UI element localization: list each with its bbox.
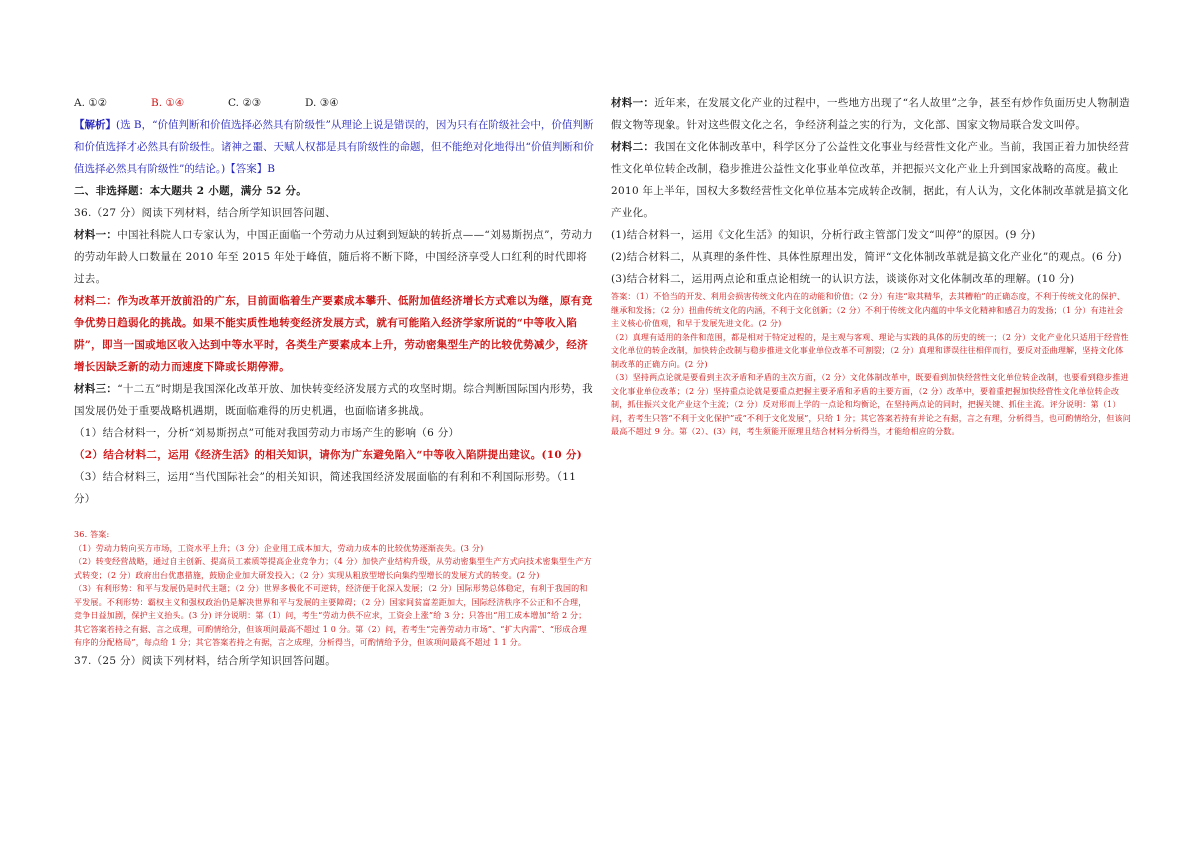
q37-material-1-text: 近年来，在发展文化产业的过程中，一些地方出现了“名人故里”之争，甚至有炒作负面历史人物制造假文物等现象。针对这些假文化之名，争经济利益之实的行为，文化部、国家文物局联合发文叫停。 <box>611 97 1130 131</box>
material-3 <box>74 378 594 422</box>
right-column <box>611 92 1131 439</box>
analysis-tag: 【解析】 <box>74 119 116 131</box>
option-d: D. ③④ <box>305 97 339 109</box>
material-1-text: 中国社科院人口专家认为，中国正面临一个劳动力从过剩到短缺的转折点——“刘易斯拐点”，劳动力的劳动年龄人口数量在 2010 年至 2015 年处于峰值，随后将不断下降，中国经济享受人口红利的时代即将过去。 <box>74 229 593 285</box>
q37-material-2 <box>611 136 1131 224</box>
question-37-1: (1)结合材料一，运用《文化生活》的知识，分析行政主管部门发文“叫停”的原因。(9 分) <box>611 229 1036 241</box>
material-1-label: 材料一： <box>74 229 118 241</box>
question-36-2: （2）结合材料二，运用《经济生活》的相关知识，请你为广东避免陷入“中等收入陷阱提出建议。(10 分) <box>74 449 583 461</box>
answer-36-title: 36. 答案: <box>74 530 110 539</box>
section-title: 二、非选择题：本大题共 2 小题，满分 52 分。 <box>74 185 308 197</box>
q37-material-1 <box>611 92 1131 136</box>
question-37-2: (2)结合材料二，从真理的条件性、具体性原理出发，简评“文化体制改革就是搞文化产业化”的观点。(6 分) <box>611 251 1122 263</box>
answer-36-1: （1）劳动力转向买方市场，工资水平上升；（3 分）企业用工成本加大，劳动力成本的比较优势逐渐丧失。(3 分) <box>74 543 484 553</box>
answer-37-2: （2）真理有适用的条件和范围，都是相对于特定过程的，是主观与客观、理论与实践的具体的历史的统一；（2 分）文化产业化只适用于经营性文化单位的转企改制，加快转企改制与稳步推进文化事业单位改革不可割裂；（2 分）真理和谬误往往相伴而行，要反对歪曲理解，坚持文化体制改革的正确方向。(2 分) <box>611 332 1129 369</box>
q37-material-2-label: 材料二： <box>611 141 655 153</box>
material-3-label: 材料三： <box>74 383 118 395</box>
answer-36-3: （3）有利形势：和平与发展仍是时代主题；（2 分）世界多极化不可逆转，经济便于化深入发展；（2 分）国际形势总体稳定，有利于我国的和平发展。不利形势：霸权主义和强权政治仍是解决世界和平与发展的主要障碍；（2 分）国家间贫富差距加大，国际经济秩序不公正和不合理，竞争日益加剧，保护主义抬头。(3 分) 评分说明：第（1）问，考生“劳动力供不应求，工资会上涨”给 3 分；只答出“用工成本增加”给 2 分；其它答案若持之有据、言之成理，可酌情给分，但该项问最高不超过 1 0 分。第（2）问，若考生“完善劳动力市场”、“扩大内需”、“形成合理有序的分配格局”，每点给 1 分；其它答案若持之有据，言之成理，分析得当，可酌情给予分，但该项问最高不超过 1 1 分。 <box>74 584 588 647</box>
answer-37-3: （3）坚持两点论就是要看到主次矛盾和矛盾的主次方面，（2 分）文化体制改革中，既要看到加快经营性文化单位转企改制，也要看到稳步推进文化事业单位改革；（2 分）坚持重点论就是要重点把握主要矛盾和矛盾的主要方面，（2 分）改革中，要着重把握加快经营性文化单位转企改制，抓住振兴文化产业这个主流；（2 分）反对形而上学的一点论和均衡论，在坚持两点论的同时，把握关键、抓住主流。评分说明：第（1）问，若考生只答“不利于文化保护”或“不利于文化发展”，只给 1 分；其它答案若持有并论之有据，言之有理，分析得当，也可酌情给分，但该问最高不超过 9 分。第（2）、(3）问，考生须能开原理且结合材料分析得当，才能给相应的分数。 <box>611 373 1131 436</box>
question-36-intro: 36.（27 分）阅读下列材料，结合所学知识回答问题、 <box>74 207 336 219</box>
option-a: A. ①② <box>74 97 108 109</box>
material-1 <box>74 224 594 290</box>
question-36-1: （1）结合材料一，分析“刘易斯拐点”可能对我国劳动力市场产生的影响（6 分） <box>74 427 460 439</box>
question-37-intro: 37.（25 分）阅读下列材料，结合所学知识回答问题。 <box>74 654 336 667</box>
answer-options <box>74 92 594 114</box>
option-c: C. ②③ <box>228 97 262 109</box>
answer-37-1: 答案：（1）不恰当的开发、利用会损害传统文化内在的动能和价值；（2 分）有违“取其精华，去其糟粕”的正确态度，不利于传统文化的保护、继承和发扬；（2 分）扭曲传统文化的内涵，不利于文化创新；（2 分）不利于传统文化内蕴的中华文化精神和感召力的发扬；（1 分）有违社会主义核心价值观，和早于发展先进文化。(2 分) <box>611 292 1126 328</box>
analysis-text: (选 B，“价值判断和价值选择必然具有阶级性”从理论上说是错误的，因为只有在阶级社会中，价值判断和价值选择才必然具有阶级性。诸神之噩、天赋人权都是具有阶级性的命题，但不能绝对化地得出“价值判断和价值选择必然具有阶级性”的结论。)【答案】B <box>74 119 594 175</box>
option-b: B. ①④ <box>151 97 185 109</box>
material-2: 材料二：作为改革开放前沿的广东，目前面临着生产要素成本攀升、低附加值经济增长方式难以为继，原有竞争优势日趋弱化的挑战。如果不能实质性地转变经济发展方式，就有可能陷入经济学家所说的“中等收入陷阱”，即当一国或地区收入达到中等水平时，各类生产要素成本上升，劳动密集型生产的比较优势减少，经济增长因缺乏新的动力而速度下降或长期停滞。 <box>74 295 593 373</box>
question-37-3: (3)结合材料二，运用两点论和重点论相统一的认识方法，谈谈你对文化体制改革的理解。(10 分) <box>611 273 1075 285</box>
material-3-text: “十二五”时期是我国深化改革开放、加快转变经济发展方式的攻坚时期。综合判断国际国内形势，我国发展仍处于重要战略机遇期，既面临难得的历史机遇，也面临诸多挑战。 <box>74 383 593 417</box>
q37-material-2-text: 我国在文化体制改革中，科学区分了公益性文化事业与经营性文化产业。当前，我国正着力加快经营性文化单位转企改制，稳步推进公益性文化事业单位改革，并把振兴文化产业上升到国家战略的高度。截止 2010 年上半年，国权大多数经营性文化单位基本完成转企改制，据此，有人认为，文化体制改革就是搞文化产业化。 <box>611 141 1130 219</box>
answer-36-2: （2）转变经营战略，通过自主创新、提高员工素质等提高企业竞争力；（4 分）加快产业结构升级，从劳动密集型生产方式向技术密集型生产方式转变；（2 分）政府出台优惠措施，鼓励企业加大研发投入；（2 分）实现从粗放型增长向集约型增长的发展方式的转变。(2 分) <box>74 557 592 580</box>
analysis-paragraph <box>74 114 594 180</box>
left-column <box>74 92 594 672</box>
question-36-3: （3）结合材料三，运用“当代国际社会”的相关知识，简述我国经济发展面临的有利和不利国际形势。（11 分） <box>74 471 577 505</box>
q37-material-1-label: 材料一： <box>611 97 655 109</box>
